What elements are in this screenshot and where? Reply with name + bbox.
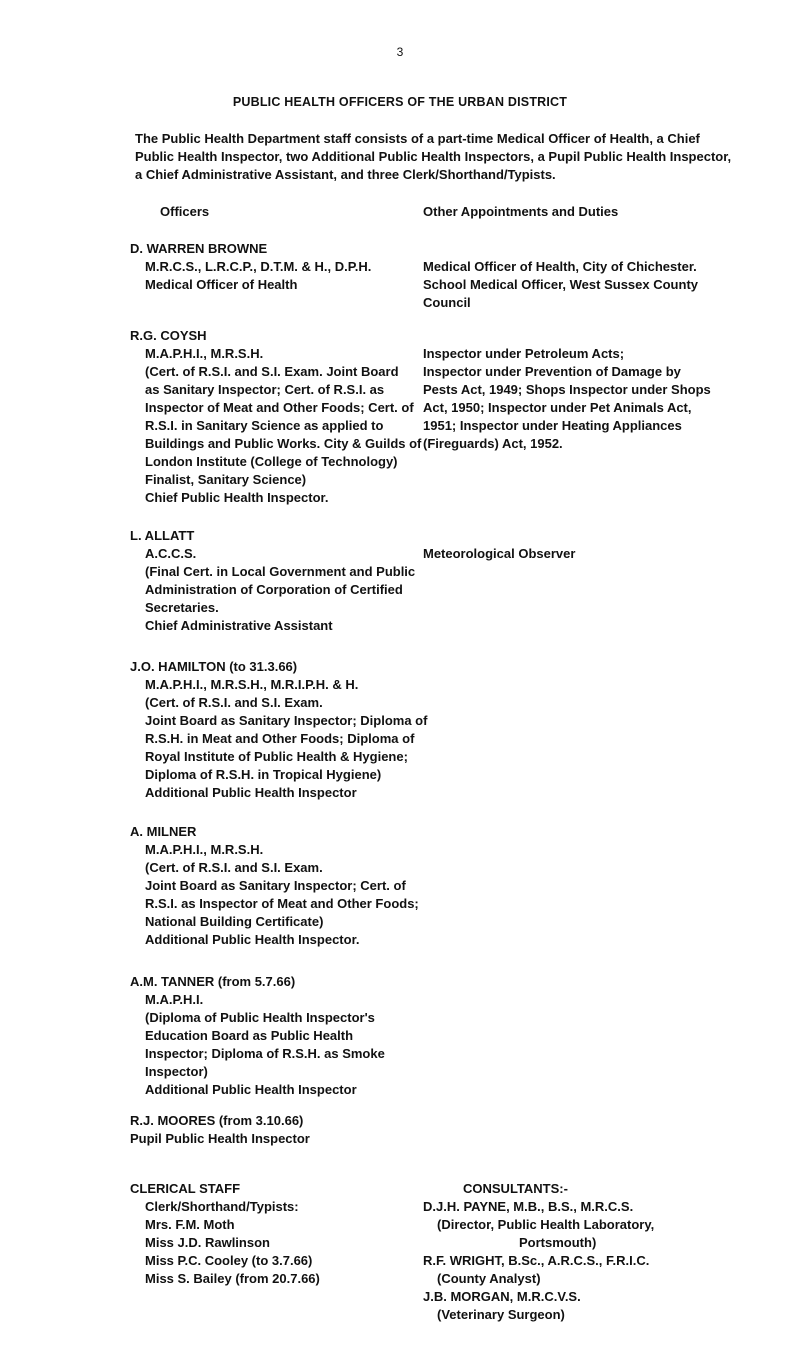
officer-detail: Additional Public Health Inspector [145, 1082, 357, 1097]
officer-name: R.G. COYSH [130, 328, 207, 343]
intro-line: The Public Health Department staff consists of a part-time Medical Officer of Health, a Chief [135, 131, 700, 146]
consultant-line: (Director, Public Health Laboratory, [437, 1217, 655, 1232]
consultant-line: Portsmouth) [519, 1235, 597, 1250]
officer-name: D. WARREN BROWNE [130, 241, 268, 256]
officer-detail: Joint Board as Sanitary Inspector; Cert. of [145, 878, 406, 893]
officer-entry [130, 527, 416, 635]
clerical-line: Mrs. F.M. Moth [145, 1217, 235, 1232]
duty-line: Medical Officer of Health, City of Chichester. [423, 259, 697, 274]
officer-detail: Royal Institute of Public Health & Hygiene; [145, 749, 408, 764]
officer-detail: Buildings and Public Works. City & Guilds of [145, 436, 422, 451]
officer-name: J.O. HAMILTON (to 31.3.66) [130, 659, 298, 674]
officer-duties [423, 345, 773, 453]
officer-entry [130, 658, 428, 802]
duty-line: Inspector under Petroleum Acts; [423, 346, 625, 361]
duty-line: Inspector under Prevention of Damage by [423, 364, 681, 379]
duty-line: Council [423, 295, 471, 310]
officer-detail: Chief Public Health Inspector. [145, 490, 329, 505]
officer-detail: (Cert. of R.S.I. and S.I. Exam. Joint Board [145, 364, 399, 379]
officer-duties [423, 545, 773, 563]
officer-detail: M.A.P.H.I., M.R.S.H. [145, 842, 264, 857]
page-title: PUBLIC HEALTH OFFICERS OF THE URBAN DISTRICT [232, 95, 568, 109]
officer-detail: Medical Officer of Health [145, 277, 298, 292]
officer-detail: as Sanitary Inspector; Cert. of R.S.I. as [145, 382, 385, 397]
officer-detail: R.S.I. in Sanitary Science as applied to [145, 418, 384, 433]
duty-line: School Medical Officer, West Sussex County [423, 277, 698, 292]
clerical-line: Miss J.D. Rawlinson [145, 1235, 270, 1250]
officer-detail: (Diploma of Public Health Inspector's [145, 1010, 375, 1025]
duty-line: Act, 1950; Inspector under Pet Animals Act, [423, 400, 692, 415]
page-number: 3 [396, 45, 404, 59]
consultant-line: D.J.H. PAYNE, M.B., B.S., M.R.C.S. [423, 1199, 634, 1214]
clerical-heading: CLERICAL STAFF [130, 1181, 241, 1196]
officer-entry [130, 973, 410, 1099]
duties-column-heading: Other Appointments and Duties [423, 204, 619, 219]
consultants [423, 1180, 783, 1324]
officer-detail: National Building Certificate) [145, 914, 324, 929]
consultant-line: (Veterinary Surgeon) [437, 1307, 565, 1322]
officer-detail: Additional Public Health Inspector [145, 785, 357, 800]
officer-name: A.M. TANNER (from 5.7.66) [130, 974, 296, 989]
duty-line: Meteorological Observer [423, 546, 576, 561]
intro-paragraph [135, 130, 755, 184]
officer-detail: (Cert. of R.S.I. and S.I. Exam. [145, 860, 323, 875]
clerical-line: Miss P.C. Cooley (to 3.7.66) [145, 1253, 313, 1268]
officer-detail: Diploma of R.S.H. in Tropical Hygiene) [145, 767, 382, 782]
officer-detail: Inspector; Diploma of R.S.H. as Smoke [145, 1046, 385, 1061]
officer-detail: Chief Administrative Assistant [145, 618, 333, 633]
officer-detail: R.S.H. in Meat and Other Foods; Diploma of [145, 731, 415, 746]
officer-name: L. ALLATT [130, 528, 195, 543]
officer-name: A. MILNER [130, 824, 197, 839]
officer-entry [130, 1112, 410, 1148]
officer-detail: Inspector of Meat and Other Foods; Cert. of [145, 400, 414, 415]
officer-detail: Finalist, Sanitary Science) [145, 472, 307, 487]
officer-detail: M.A.P.H.I., M.R.S.H., M.R.I.P.H. & H. [145, 677, 359, 692]
officer-duties [423, 258, 773, 312]
officer-detail: M.A.P.H.I., M.R.S.H. [145, 346, 264, 361]
officer-detail: M.R.C.S., L.R.C.P., D.T.M. & H., D.P.H. [145, 259, 372, 274]
officer-entry [130, 240, 410, 294]
officer-detail: Education Board as Public Health [145, 1028, 354, 1043]
officer-detail: A.C.C.S. [145, 546, 197, 561]
officer-detail: R.S.I. as Inspector of Meat and Other Foods; [145, 896, 419, 911]
clerical-line: Miss S. Bailey (from 20.7.66) [145, 1271, 320, 1286]
clerical-line: Clerk/Shorthand/Typists: [145, 1199, 299, 1214]
officer-detail: (Final Cert. in Local Government and Public [145, 564, 416, 579]
officer-detail: M.A.P.H.I. [145, 992, 204, 1007]
duty-line: Pests Act, 1949; Shops Inspector under Shops [423, 382, 711, 397]
officer-detail: Inspector) [145, 1064, 208, 1079]
duty-line: 1951; Inspector under Heating Appliances [423, 418, 682, 433]
consultants-heading: CONSULTANTS:- [463, 1181, 568, 1196]
consultant-line: J.B. MORGAN, M.R.C.V.S. [423, 1289, 581, 1304]
officer-detail: Additional Public Health Inspector. [145, 932, 360, 947]
officer-entry [130, 823, 419, 949]
officer-detail: (Cert. of R.S.I. and S.I. Exam. [145, 695, 323, 710]
officer-detail: Joint Board as Sanitary Inspector; Diploma of [145, 713, 428, 728]
duty-line: (Fireguards) Act, 1952. [423, 436, 563, 451]
clerical-staff [130, 1180, 430, 1288]
officer-detail: London Institute (College of Technology) [145, 454, 398, 469]
intro-line: a Chief Administrative Assistant, and three Clerk/Shorthand/Typists. [135, 167, 556, 182]
officer-name: R.J. MOORES (from 3.10.66) [130, 1113, 304, 1128]
officer-entry [130, 327, 422, 507]
intro-line: Public Health Inspector, two Additional Public Health Inspectors, a Pupil Public Health Inspector, [135, 149, 732, 164]
officer-detail: Secretaries. [145, 600, 219, 615]
officer-detail: Administration of Corporation of Certified [145, 582, 403, 597]
consultant-line: R.F. WRIGHT, B.Sc., A.R.C.S., F.R.I.C. [423, 1253, 650, 1268]
officer-detail: Pupil Public Health Inspector [130, 1131, 310, 1146]
consultant-line: (County Analyst) [437, 1271, 541, 1286]
officers-column-heading: Officers [160, 204, 210, 219]
